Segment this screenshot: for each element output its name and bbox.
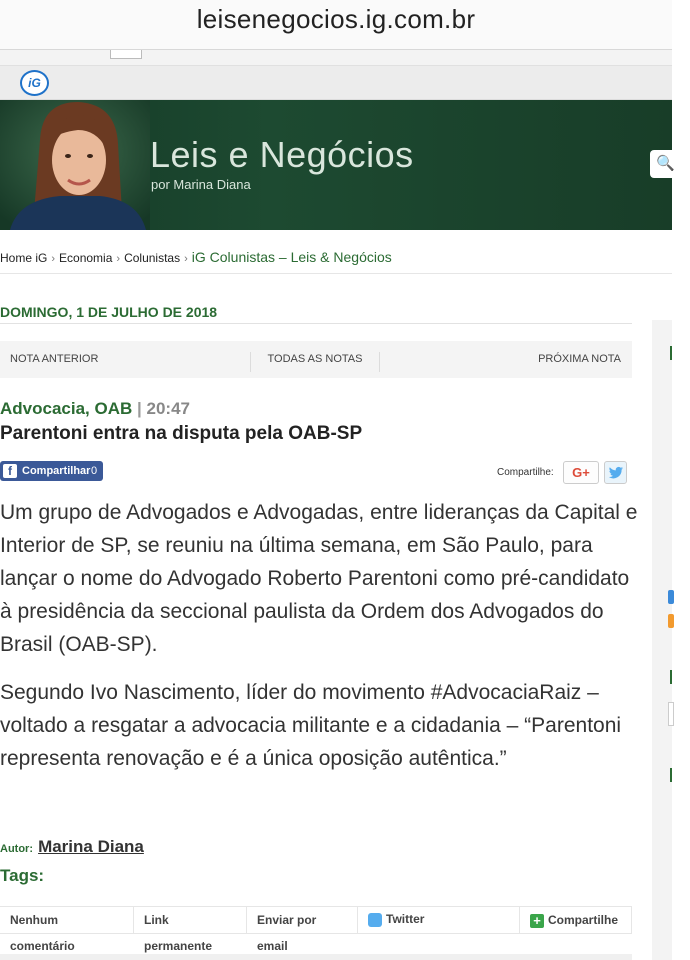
- share-label: Compartilhe:: [497, 467, 554, 478]
- author-link[interactable]: Marina Diana: [38, 837, 144, 856]
- breadcrumb-home[interactable]: Home iG: [0, 251, 48, 265]
- sidebar-input[interactable]: [668, 702, 674, 726]
- twitter-label: Twitter: [386, 912, 425, 926]
- post-time: 20:47: [146, 399, 190, 418]
- category-link[interactable]: Advocacia: [0, 399, 86, 418]
- top-strip-tab[interactable]: [110, 50, 142, 59]
- breadcrumb: [0, 249, 392, 265]
- post-footer-actions: [0, 906, 632, 953]
- sidebar-heading-bar: [670, 346, 672, 360]
- blog-banner: [0, 100, 675, 230]
- divider: [0, 323, 632, 324]
- browser-address-bar[interactable]: [0, 0, 672, 50]
- category-link[interactable]: OAB: [94, 399, 133, 418]
- sidebar-rss-icon[interactable]: [668, 614, 674, 628]
- sidebar-social-icon[interactable]: [668, 590, 674, 604]
- facebook-share-count: 0: [91, 465, 98, 477]
- next-note-link[interactable]: PRÓXIMA NOTA: [538, 353, 621, 365]
- post-date: DOMINGO, 1 DE JULHO DE 2018: [0, 304, 218, 320]
- all-notes-link[interactable]: TODAS AS NOTAS: [250, 352, 380, 372]
- search-box[interactable]: [650, 150, 690, 178]
- tags-label: Tags:: [0, 866, 45, 885]
- twitter-icon: [368, 913, 382, 927]
- sidebar-heading-bar: [670, 670, 672, 684]
- search-icon[interactable]: 🔍: [656, 155, 675, 172]
- author-portrait: [0, 100, 150, 230]
- facebook-share-button[interactable]: [0, 461, 103, 481]
- article-paragraph: Um grupo de Advogados e Advogadas, entre lideranças da Capital e Interior de SP, se reuniu na última semana, em São Paulo, para lançar o nome do Advogado Roberto Parentoni como pré-candidato à presidência da seccional paulista da Ordem dos Advogados do Brasil (OAB-SP).: [0, 501, 638, 656]
- footer-divider: [0, 954, 632, 960]
- facebook-icon: f: [3, 464, 17, 478]
- divider: [0, 273, 672, 274]
- article-meta: [0, 399, 190, 419]
- post-navigation: [0, 341, 632, 378]
- facebook-share-label: Compartilhar: [22, 465, 91, 477]
- sidebar-heading-bar: [670, 768, 672, 782]
- meta-separator: |: [137, 399, 142, 418]
- twitter-share-link[interactable]: [358, 907, 520, 933]
- right-sidebar: [652, 320, 672, 960]
- twitter-icon: [608, 465, 624, 481]
- chevron-right-icon: ›: [51, 253, 56, 265]
- chevron-right-icon: ›: [184, 253, 188, 265]
- email-link[interactable]: Enviar por email: [247, 907, 358, 933]
- share-link[interactable]: [520, 907, 632, 933]
- author-line: [0, 837, 144, 857]
- plus-icon: +: [530, 914, 544, 928]
- article-paragraph: Segundo Ivo Nascimento, líder do movimento #AdvocaciaRaiz – voltado a resgatar a advocacia militante e a cidadania – “Parentoni representa renovação e é a única oposição autêntica.”: [0, 681, 622, 770]
- blog-byline: por Marina Diana: [151, 177, 251, 192]
- blog-title[interactable]: Leis e Negócios: [150, 134, 414, 175]
- article-title[interactable]: Parentoni entra na disputa pela OAB-SP: [0, 423, 363, 444]
- breadcrumb-current[interactable]: iG Colunistas – Leis & Negócios: [191, 249, 392, 265]
- ig-logo[interactable]: iG: [20, 70, 49, 96]
- share-link-label: Compartilhe: [548, 913, 619, 927]
- previous-note-link[interactable]: NOTA ANTERIOR: [10, 353, 99, 365]
- breadcrumb-colunistas[interactable]: Colunistas: [124, 251, 181, 265]
- url-text[interactable]: leisenegocios.ig.com.br: [196, 4, 476, 34]
- author-label: Autor:: [0, 843, 33, 855]
- breadcrumb-economia[interactable]: Economia: [59, 251, 113, 265]
- twitter-button[interactable]: [604, 461, 627, 484]
- google-plus-button[interactable]: G+: [563, 461, 599, 484]
- chevron-right-icon: ›: [116, 253, 121, 265]
- comments-link[interactable]: Nenhum comentário: [0, 907, 134, 933]
- category-separator: ,: [85, 399, 95, 418]
- site-top-strip: [0, 50, 672, 66]
- ig-header: [0, 66, 672, 100]
- permalink-link[interactable]: Link permanente: [134, 907, 247, 933]
